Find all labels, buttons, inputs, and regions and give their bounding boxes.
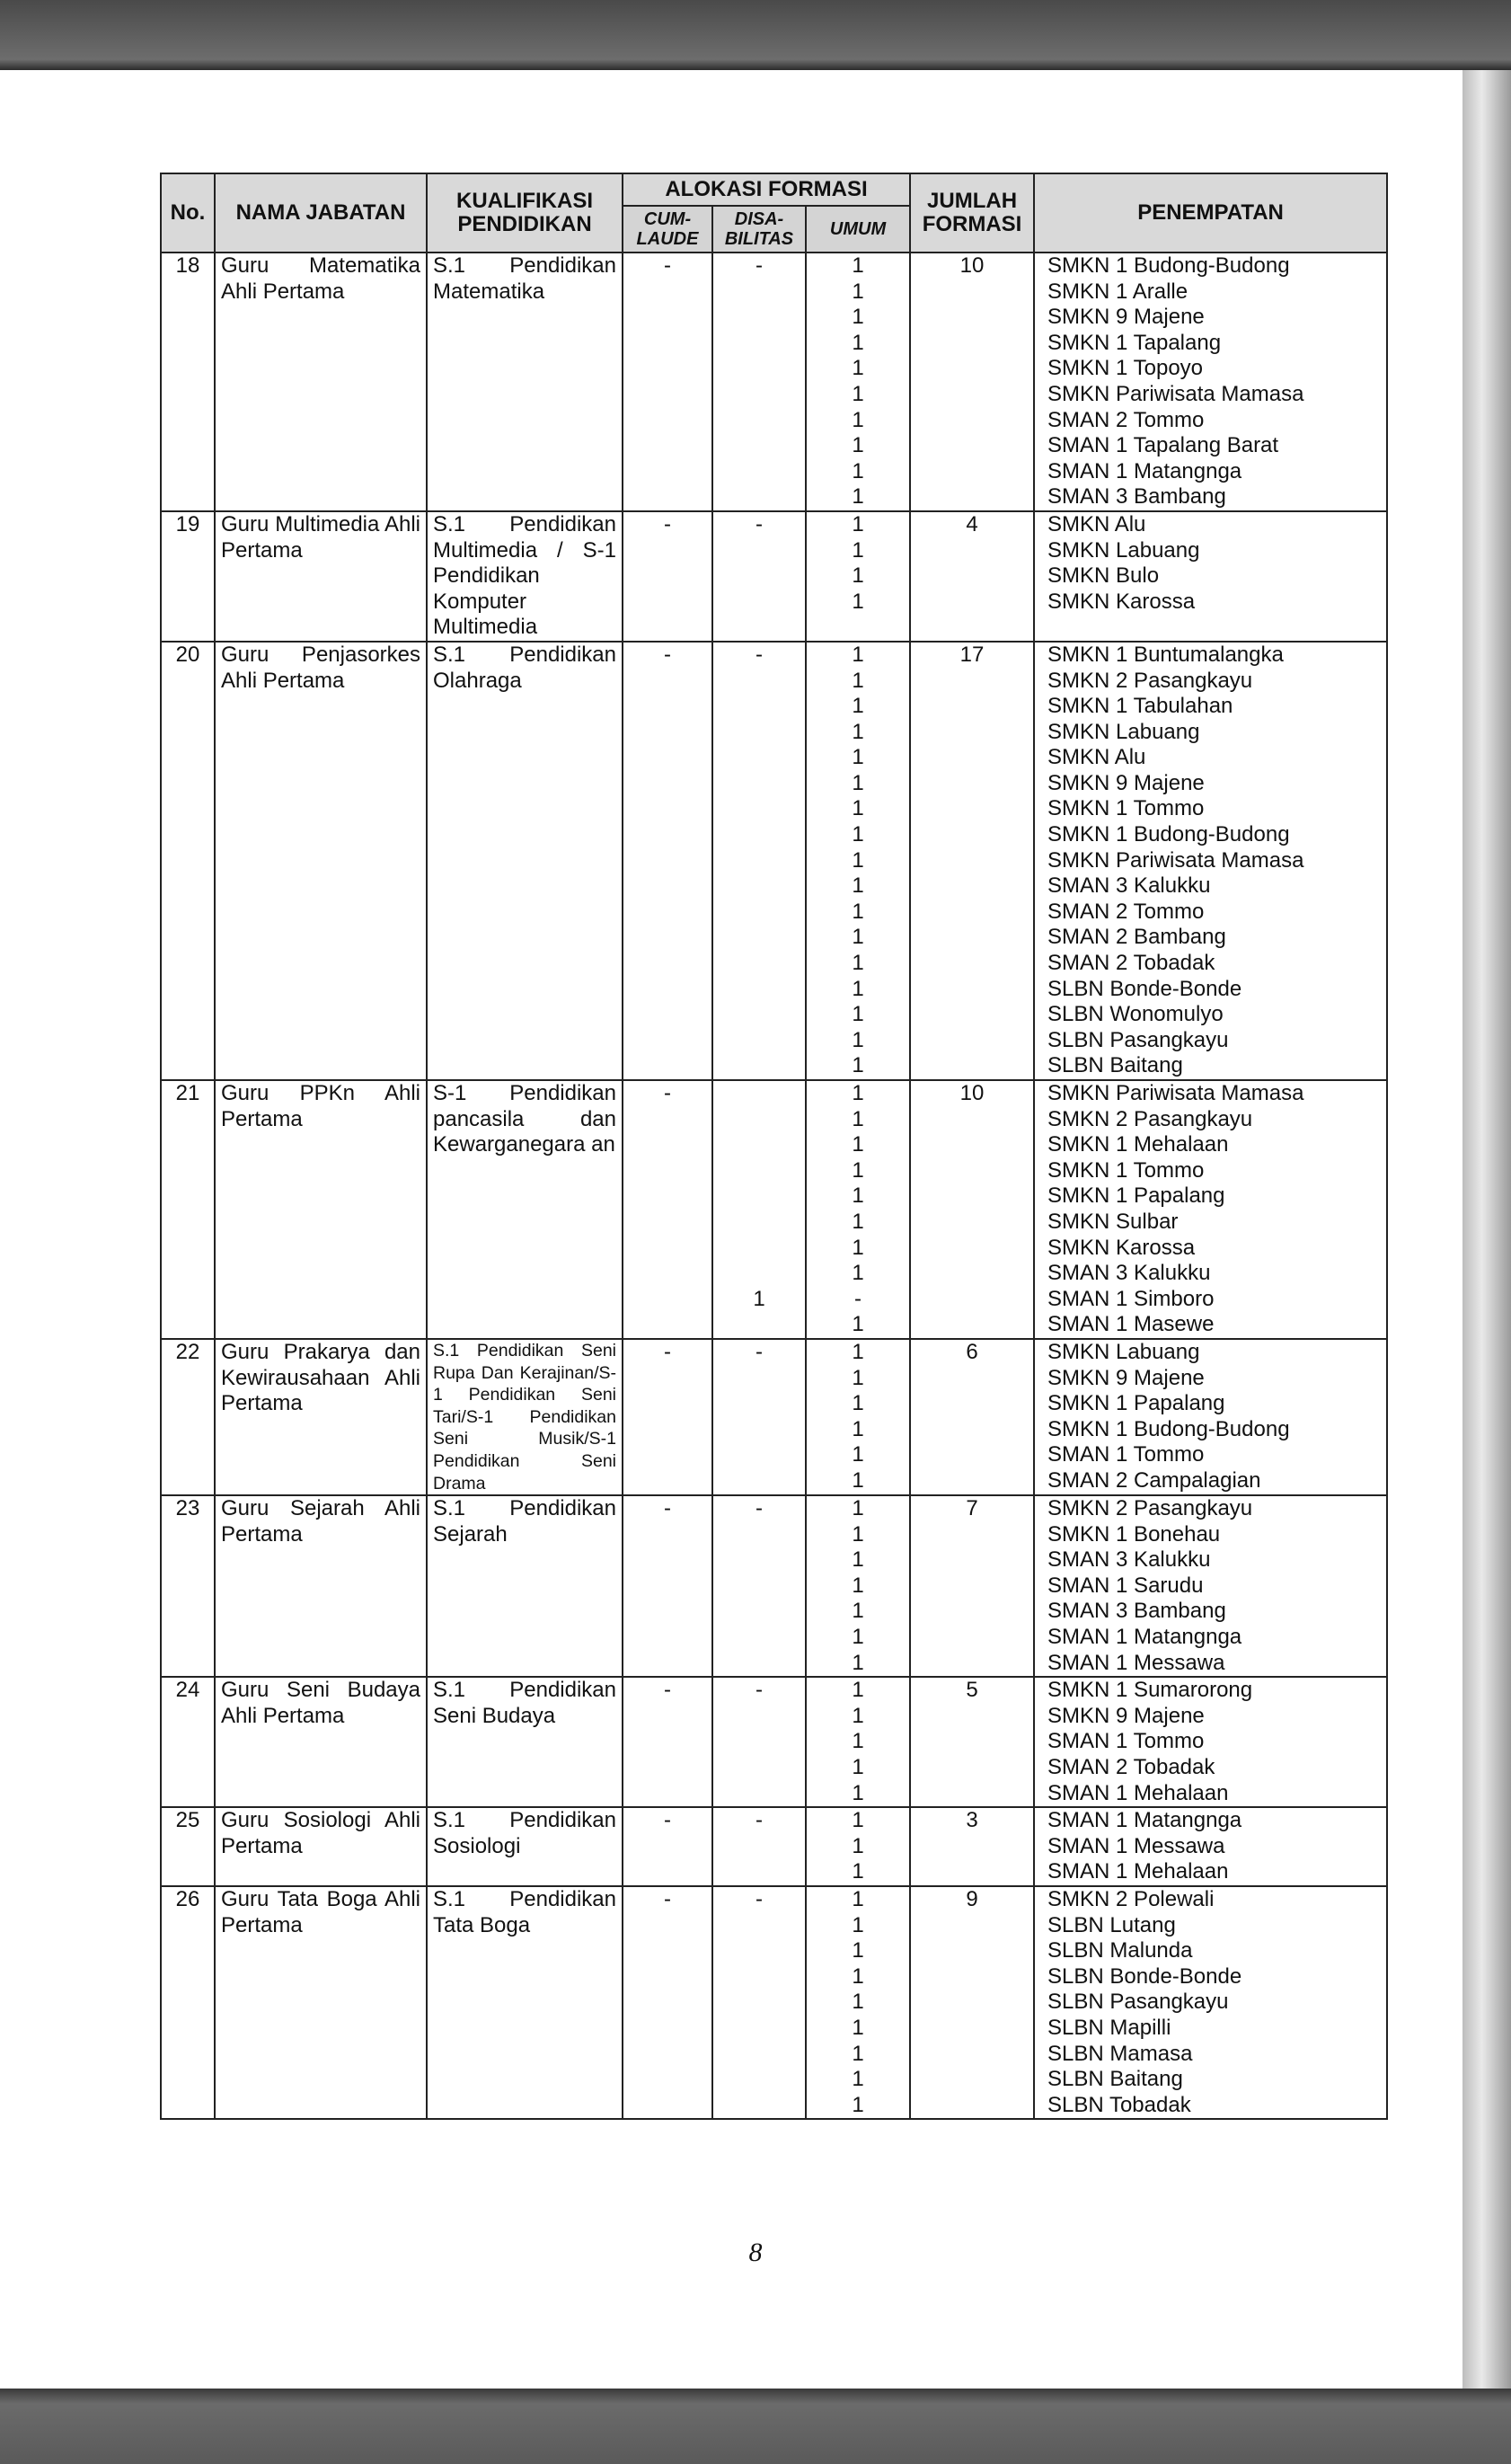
penempatan-cell-value: SLBN Pasangkayu bbox=[1047, 1990, 1229, 2015]
penempatan-cell-value: SMKN 1 Tabulahan bbox=[1047, 694, 1233, 719]
umum-cell bbox=[806, 253, 910, 511]
umum-cell-value: 1 bbox=[852, 951, 864, 976]
umum-cell-value: 1 bbox=[852, 1703, 864, 1728]
cumlaude-cell bbox=[623, 1886, 712, 2119]
umum-cell-value: 1 bbox=[852, 253, 864, 278]
cumlaude-cell-value: - bbox=[664, 253, 671, 278]
penempatan-cell-value: SMKN Sulbar bbox=[1047, 1209, 1179, 1234]
penempatan-cell-value: SMAN 1 Sarudu bbox=[1047, 1573, 1204, 1598]
umum-cell-value: 1 bbox=[852, 1132, 864, 1157]
row-number: 21 bbox=[161, 1080, 215, 1339]
penempatan-cell-value: SLBN Bonde-Bonde bbox=[1047, 1963, 1242, 1989]
umum-cell-value: 1 bbox=[852, 381, 864, 406]
table-row bbox=[161, 253, 1387, 511]
penempatan-cell-value: SMAN 1 Mehalaan bbox=[1047, 1780, 1229, 1805]
umum-cell bbox=[806, 1677, 910, 1807]
jabatan-cell: Guru Sejarah Ahli Pertama bbox=[215, 1495, 427, 1677]
penempatan-cell-value: SMKN Karossa bbox=[1047, 589, 1196, 614]
umum-cell-value: - bbox=[854, 1286, 862, 1311]
table-row bbox=[161, 1807, 1387, 1886]
umum-cell-value: 1 bbox=[852, 1755, 864, 1780]
scan-bottom-border bbox=[0, 2389, 1511, 2464]
formation-table bbox=[160, 173, 1388, 2120]
umum-cell-value: 1 bbox=[852, 1729, 864, 1754]
umum-cell bbox=[806, 1339, 910, 1495]
penempatan-cell-value: SMKN 1 Mehalaan bbox=[1047, 1132, 1229, 1157]
umum-cell-value: 1 bbox=[852, 356, 864, 381]
umum-cell-value: 1 bbox=[852, 2067, 864, 2092]
umum-cell bbox=[806, 511, 910, 642]
umum-cell-value: 1 bbox=[852, 1496, 864, 1521]
umum-cell-value: 1 bbox=[852, 1416, 864, 1441]
penempatan-cell bbox=[1034, 1886, 1387, 2119]
penempatan-cell-value: SMKN 1 Aralle bbox=[1047, 279, 1188, 304]
umum-cell-value: 1 bbox=[852, 1678, 864, 1703]
umum-cell-value: 1 bbox=[852, 1887, 864, 1911]
jabatan-cell: Guru Tata Boga Ahli Pertama bbox=[215, 1886, 427, 2119]
penempatan-cell-value: SMKN Bulo bbox=[1047, 563, 1160, 589]
disabilitas-cell bbox=[712, 1495, 806, 1677]
penempatan-cell-value: SMAN 1 Mehalaan bbox=[1047, 1859, 1229, 1884]
jabatan-cell: Guru Sosiologi Ahli Pertama bbox=[215, 1807, 427, 1886]
header-alokasi-formasi: ALOKASI FORMASI bbox=[623, 173, 910, 206]
disabilitas-cell-value: - bbox=[756, 1496, 763, 1521]
jabatan-cell: Guru Multimedia Ahli Pertama bbox=[215, 511, 427, 642]
umum-cell-value: 1 bbox=[852, 642, 864, 667]
disabilitas-cell-value bbox=[713, 1236, 805, 1262]
umum-cell-value: 1 bbox=[852, 1808, 864, 1833]
umum-cell-value: 1 bbox=[852, 1912, 864, 1937]
scan-right-edge bbox=[1462, 70, 1511, 2389]
header-cumlaude: CUM-LAUDE bbox=[623, 206, 712, 253]
penempatan-cell-value: SMAN 2 Bambang bbox=[1047, 925, 1226, 950]
penempatan-cell-value: SMAN 3 Kalukku bbox=[1047, 1547, 1211, 1573]
umum-cell-value: 1 bbox=[852, 668, 864, 693]
penempatan-cell-value: SMKN 1 Sumarorong bbox=[1047, 1678, 1253, 1703]
disabilitas-cell-value: - bbox=[756, 511, 763, 536]
disabilitas-cell bbox=[712, 642, 806, 1080]
umum-cell-value: 1 bbox=[852, 1183, 864, 1209]
row-number: 26 bbox=[161, 1886, 215, 2119]
penempatan-cell-value: SMKN Pariwisata Mamasa bbox=[1047, 1081, 1304, 1105]
penempatan-cell-value: SMKN 1 Bonehau bbox=[1047, 1521, 1221, 1547]
umum-cell-value: 1 bbox=[852, 279, 864, 304]
umum-cell-value: 1 bbox=[852, 2092, 864, 2117]
penempatan-cell-value: SMKN 9 Majene bbox=[1047, 305, 1205, 330]
disabilitas-cell bbox=[712, 1677, 806, 1807]
row-number: 18 bbox=[161, 253, 215, 511]
penempatan-cell-value: SMKN 2 Pasangkayu bbox=[1047, 668, 1253, 693]
cumlaude-cell bbox=[623, 1807, 712, 1886]
penempatan-cell-value: SMKN 1 Papalang bbox=[1047, 1183, 1225, 1209]
umum-cell-value: 1 bbox=[852, 2041, 864, 2066]
penempatan-cell-value: SLBN Wonomulyo bbox=[1047, 1002, 1224, 1027]
table-row bbox=[161, 1677, 1387, 1807]
kualifikasi-cell: S-1 Pendidikan pancasila dan Kewarganegara an bbox=[427, 1080, 623, 1339]
umum-cell-value: 1 bbox=[852, 694, 864, 719]
umum-cell-value: 1 bbox=[852, 330, 864, 355]
penempatan-cell-value: SMKN Pariwisata Mamasa bbox=[1047, 847, 1304, 873]
penempatan-cell-value: SMAN 1 Messawa bbox=[1047, 1833, 1225, 1858]
penempatan-cell-value: SMAN 1 Messawa bbox=[1047, 1650, 1225, 1675]
penempatan-cell-value: SMAN 1 Matangnga bbox=[1047, 458, 1242, 483]
umum-cell-value: 1 bbox=[852, 1157, 864, 1183]
penempatan-cell-value: SMKN Karossa bbox=[1047, 1235, 1196, 1260]
kualifikasi-cell: S.1 Pendidikan Matematika bbox=[427, 253, 623, 511]
row-number: 24 bbox=[161, 1677, 215, 1807]
cumlaude-cell-value: - bbox=[664, 1081, 671, 1105]
umum-cell-value: 1 bbox=[852, 1859, 864, 1884]
jumlah-cell: 9 bbox=[910, 1886, 1034, 2119]
umum-cell-value: 1 bbox=[852, 2015, 864, 2040]
penempatan-cell-value: SMKN 1 Papalang bbox=[1047, 1391, 1225, 1416]
penempatan-cell-value: SMKN 1 Budong-Budong bbox=[1047, 253, 1290, 278]
cumlaude-cell-value: - bbox=[664, 1496, 671, 1521]
umum-cell-value: 1 bbox=[852, 770, 864, 795]
penempatan-cell-value: SMAN 2 Campalagian bbox=[1047, 1467, 1261, 1493]
header-disabilitas: DISA-BILITAS bbox=[712, 206, 806, 253]
umum-cell-value: 1 bbox=[852, 1106, 864, 1131]
cumlaude-cell-value: - bbox=[664, 511, 671, 536]
disabilitas-cell-value: 1 bbox=[753, 1286, 765, 1311]
umum-cell-value: 1 bbox=[852, 1002, 864, 1027]
header-penempatan: PENEMPATAN bbox=[1034, 173, 1387, 253]
penempatan-cell-value: SMAN 3 Bambang bbox=[1047, 1599, 1226, 1624]
kualifikasi-cell: S.1 Pendidikan Seni Budaya bbox=[427, 1677, 623, 1807]
penempatan-cell-value: SMKN 1 Tapalang bbox=[1047, 330, 1222, 355]
cumlaude-cell-value: - bbox=[664, 1887, 671, 1911]
jumlah-cell: 10 bbox=[910, 253, 1034, 511]
umum-cell-value: 1 bbox=[852, 537, 864, 563]
cumlaude-cell-value: - bbox=[664, 642, 671, 667]
disabilitas-cell-value: - bbox=[756, 642, 763, 667]
penempatan-cell-value: SMKN Pariwisata Mamasa bbox=[1047, 381, 1304, 406]
header-no: No. bbox=[161, 173, 215, 253]
disabilitas-cell-value: - bbox=[756, 1808, 763, 1833]
penempatan-cell-value: SLBN Lutang bbox=[1047, 1912, 1176, 1937]
cumlaude-cell bbox=[623, 1080, 712, 1339]
penempatan-cell-value: SMKN 9 Majene bbox=[1047, 1703, 1205, 1728]
umum-cell-value: 1 bbox=[852, 1053, 864, 1078]
penempatan-cell-value: SMAN 1 Masewe bbox=[1047, 1312, 1215, 1337]
penempatan-cell bbox=[1034, 642, 1387, 1080]
umum-cell-value: 1 bbox=[852, 1573, 864, 1598]
umum-cell-value: 1 bbox=[852, 1547, 864, 1573]
umum-cell-value: 1 bbox=[852, 873, 864, 899]
disabilitas-cell-value bbox=[713, 1261, 805, 1287]
table-row bbox=[161, 642, 1387, 1080]
table-header bbox=[161, 173, 1387, 253]
header-kualifikasi: KUALIFIKASI PENDIDIKAN bbox=[427, 173, 623, 253]
jabatan-cell: Guru Penjasorkes Ahli Pertama bbox=[215, 642, 427, 1080]
table-body bbox=[161, 253, 1387, 2119]
row-number: 19 bbox=[161, 511, 215, 642]
umum-cell-value: 1 bbox=[852, 1261, 864, 1286]
disabilitas-cell-value bbox=[713, 1107, 805, 1133]
umum-cell-value: 1 bbox=[852, 458, 864, 483]
penempatan-cell-value: SMKN Labuang bbox=[1047, 1339, 1200, 1364]
penempatan-cell-value: SMKN Labuang bbox=[1047, 719, 1200, 744]
penempatan-cell-value: SLBN Mamasa bbox=[1047, 2041, 1193, 2066]
umum-cell-value: 1 bbox=[852, 1235, 864, 1260]
umum-cell bbox=[806, 1080, 910, 1339]
row-number: 23 bbox=[161, 1495, 215, 1677]
umum-cell-value: 1 bbox=[852, 1081, 864, 1105]
umum-cell-value: 1 bbox=[852, 822, 864, 847]
disabilitas-cell bbox=[712, 1339, 806, 1495]
umum-cell-value: 1 bbox=[852, 1833, 864, 1858]
umum-cell-value: 1 bbox=[852, 719, 864, 744]
umum-cell bbox=[806, 642, 910, 1080]
penempatan-cell-value: SMKN 1 Budong-Budong bbox=[1047, 822, 1290, 847]
penempatan-cell-value: SLBN Tobadak bbox=[1047, 2092, 1191, 2117]
umum-cell-value: 1 bbox=[852, 899, 864, 924]
umum-cell-value: 1 bbox=[852, 563, 864, 589]
cumlaude-cell-value: - bbox=[664, 1678, 671, 1703]
cumlaude-cell bbox=[623, 642, 712, 1080]
disabilitas-cell-value bbox=[713, 1158, 805, 1184]
disabilitas-cell-value bbox=[713, 1183, 805, 1210]
jumlah-cell: 6 bbox=[910, 1339, 1034, 1495]
table-row bbox=[161, 1080, 1387, 1339]
header-umum: UMUM bbox=[806, 206, 910, 253]
penempatan-cell-value: SMAN 1 Tommo bbox=[1047, 1442, 1205, 1467]
penempatan-cell bbox=[1034, 1677, 1387, 1807]
penempatan-cell bbox=[1034, 253, 1387, 511]
disabilitas-cell bbox=[712, 1080, 806, 1339]
umum-cell-value: 1 bbox=[852, 1027, 864, 1052]
umum-cell-value: 1 bbox=[852, 1339, 864, 1364]
umum-cell-value: 1 bbox=[852, 1521, 864, 1547]
jumlah-cell: 7 bbox=[910, 1495, 1034, 1677]
jumlah-cell: 3 bbox=[910, 1807, 1034, 1886]
umum-cell-value: 1 bbox=[852, 925, 864, 950]
kualifikasi-cell: S.1 Pendidikan Sosiologi bbox=[427, 1807, 623, 1886]
penempatan-cell-value: SMKN 1 Buntumalangka bbox=[1047, 642, 1284, 667]
jabatan-cell: Guru PPKn Ahli Pertama bbox=[215, 1080, 427, 1339]
umum-cell-value: 1 bbox=[852, 305, 864, 330]
disabilitas-cell-value bbox=[713, 1132, 805, 1158]
penempatan-cell-value: SMAN 2 Tommo bbox=[1047, 407, 1205, 432]
penempatan-cell-value: SMAN 2 Tobadak bbox=[1047, 1755, 1215, 1780]
disabilitas-cell-value bbox=[713, 1210, 805, 1236]
umum-cell-value: 1 bbox=[852, 407, 864, 432]
umum-cell-value: 1 bbox=[852, 847, 864, 873]
penempatan-cell-value: SLBN Malunda bbox=[1047, 1938, 1193, 1963]
row-number: 22 bbox=[161, 1339, 215, 1495]
umum-cell-value: 1 bbox=[852, 976, 864, 1001]
penempatan-cell-value: SMKN 2 Pasangkayu bbox=[1047, 1496, 1253, 1521]
scan-top-border bbox=[0, 0, 1511, 70]
disabilitas-cell-value: - bbox=[756, 1339, 763, 1364]
jabatan-cell: Guru Seni Budaya Ahli Pertama bbox=[215, 1677, 427, 1807]
umum-cell-value: 1 bbox=[852, 1938, 864, 1963]
cumlaude-cell bbox=[623, 511, 712, 642]
umum-cell bbox=[806, 1886, 910, 2119]
umum-cell bbox=[806, 1807, 910, 1886]
penempatan-cell-value: SMAN 3 Kalukku bbox=[1047, 873, 1211, 899]
disabilitas-cell bbox=[712, 1807, 806, 1886]
umum-cell-value: 1 bbox=[852, 1442, 864, 1467]
umum-cell-value: 1 bbox=[852, 1467, 864, 1493]
penempatan-cell-value: SMKN 2 Polewali bbox=[1047, 1887, 1215, 1911]
umum-cell-value: 1 bbox=[852, 1963, 864, 1989]
disabilitas-cell-value: - bbox=[756, 253, 763, 278]
umum-cell-value: 1 bbox=[852, 1599, 864, 1624]
disabilitas-cell-value: - bbox=[756, 1678, 763, 1703]
umum-cell-value: 1 bbox=[852, 796, 864, 821]
disabilitas-cell-value bbox=[713, 1081, 805, 1107]
jabatan-cell: Guru Prakarya dan Kewirausahaan Ahli Pertama bbox=[215, 1339, 427, 1495]
jumlah-cell: 5 bbox=[910, 1677, 1034, 1807]
penempatan-cell-value: SMKN 9 Majene bbox=[1047, 770, 1205, 795]
cumlaude-cell bbox=[623, 1677, 712, 1807]
kualifikasi-cell: S.1 Pendidikan Multimedia / S-1 Pendidikan Komputer Multimedia bbox=[427, 511, 623, 642]
penempatan-cell-value: SMAN 2 Tobadak bbox=[1047, 951, 1215, 976]
penempatan-cell bbox=[1034, 511, 1387, 642]
umum-cell-value: 1 bbox=[852, 1391, 864, 1416]
jumlah-cell: 17 bbox=[910, 642, 1034, 1080]
penempatan-cell-value: SLBN Pasangkayu bbox=[1047, 1027, 1229, 1052]
penempatan-cell-value: SLBN Baitang bbox=[1047, 1053, 1183, 1078]
disabilitas-cell bbox=[712, 1886, 806, 2119]
cumlaude-cell bbox=[623, 1339, 712, 1495]
umum-cell-value: 1 bbox=[852, 1780, 864, 1805]
penempatan-cell-value: SLBN Mapilli bbox=[1047, 2015, 1171, 2040]
disabilitas-cell bbox=[712, 253, 806, 511]
umum-cell-value: 1 bbox=[852, 1625, 864, 1650]
penempatan-cell-value: SMKN 1 Tommo bbox=[1047, 1157, 1205, 1183]
table-row bbox=[161, 1339, 1387, 1495]
penempatan-cell-value: SMAN 1 Tommo bbox=[1047, 1729, 1205, 1754]
umum-cell-value: 1 bbox=[852, 433, 864, 458]
penempatan-cell-value: SMAN 3 Kalukku bbox=[1047, 1261, 1211, 1286]
penempatan-cell-value: SMKN Alu bbox=[1047, 745, 1146, 770]
table-row bbox=[161, 1886, 1387, 2119]
jabatan-cell: Guru Matematika Ahli Pertama bbox=[215, 253, 427, 511]
penempatan-cell-value: SMAN 1 Matangnga bbox=[1047, 1808, 1242, 1833]
table-row bbox=[161, 511, 1387, 642]
penempatan-cell-value: SMKN 1 Tommo bbox=[1047, 796, 1205, 821]
kualifikasi-cell: S.1 Pendidikan Sejarah bbox=[427, 1495, 623, 1677]
umum-cell-value: 1 bbox=[852, 484, 864, 510]
penempatan-cell-value: SMKN 1 Budong-Budong bbox=[1047, 1416, 1290, 1441]
kualifikasi-cell: S.1 Pendidikan Olahraga bbox=[427, 642, 623, 1080]
penempatan-cell-value: SMAN 3 Bambang bbox=[1047, 484, 1226, 510]
umum-cell-value: 1 bbox=[852, 745, 864, 770]
jumlah-cell: 4 bbox=[910, 511, 1034, 642]
kualifikasi-cell: S.1 Pendidikan Tata Boga bbox=[427, 1886, 623, 2119]
penempatan-cell bbox=[1034, 1080, 1387, 1339]
umum-cell-value: 1 bbox=[852, 1312, 864, 1337]
umum-cell-value: 1 bbox=[852, 1209, 864, 1234]
cumlaude-cell bbox=[623, 253, 712, 511]
header-nama-jabatan: NAMA JABATAN bbox=[215, 173, 427, 253]
umum-cell-value: 1 bbox=[852, 1365, 864, 1390]
penempatan-cell-value: SMKN Labuang bbox=[1047, 537, 1200, 563]
penempatan-cell-value: SMAN 1 Simboro bbox=[1047, 1286, 1215, 1311]
umum-cell bbox=[806, 1495, 910, 1677]
row-number: 25 bbox=[161, 1807, 215, 1886]
disabilitas-cell-value: - bbox=[756, 1887, 763, 1911]
cumlaude-cell-value: - bbox=[664, 1339, 671, 1364]
row-number: 20 bbox=[161, 642, 215, 1080]
header-jumlah-formasi: JUMLAH FORMASI bbox=[910, 173, 1034, 253]
umum-cell-value: 1 bbox=[852, 511, 864, 536]
page-number: 8 bbox=[748, 2238, 763, 2267]
penempatan-cell-value: SMKN Alu bbox=[1047, 511, 1146, 536]
penempatan-cell bbox=[1034, 1495, 1387, 1677]
penempatan-cell bbox=[1034, 1339, 1387, 1495]
cumlaude-cell bbox=[623, 1495, 712, 1677]
umum-cell-value: 1 bbox=[852, 1650, 864, 1675]
penempatan-cell-value: SLBN Bonde-Bonde bbox=[1047, 976, 1242, 1001]
penempatan-cell-value: SMKN 1 Topoyo bbox=[1047, 356, 1204, 381]
penempatan-cell-value: SMAN 1 Matangnga bbox=[1047, 1625, 1242, 1650]
disabilitas-cell bbox=[712, 511, 806, 642]
penempatan-cell-value: SMAN 2 Tommo bbox=[1047, 899, 1205, 924]
umum-cell-value: 1 bbox=[852, 589, 864, 614]
cumlaude-cell-value: - bbox=[664, 1808, 671, 1833]
kualifikasi-cell: S.1 Pendidikan Seni Rupa Dan Kerajinan/S-1 Pendidikan Seni Tari/S-1 Pendidikan Seni Musik/S-1 Pendidikan Seni Drama bbox=[427, 1339, 623, 1495]
penempatan-cell-value: SMAN 1 Tapalang Barat bbox=[1047, 433, 1279, 458]
umum-cell-value: 1 bbox=[852, 1990, 864, 2015]
jumlah-cell: 10 bbox=[910, 1080, 1034, 1339]
penempatan-cell-value: SMKN 2 Pasangkayu bbox=[1047, 1106, 1253, 1131]
penempatan-cell bbox=[1034, 1807, 1387, 1886]
penempatan-cell-value: SMKN 9 Majene bbox=[1047, 1365, 1205, 1390]
table-row bbox=[161, 1495, 1387, 1677]
penempatan-cell-value: SLBN Baitang bbox=[1047, 2067, 1183, 2092]
